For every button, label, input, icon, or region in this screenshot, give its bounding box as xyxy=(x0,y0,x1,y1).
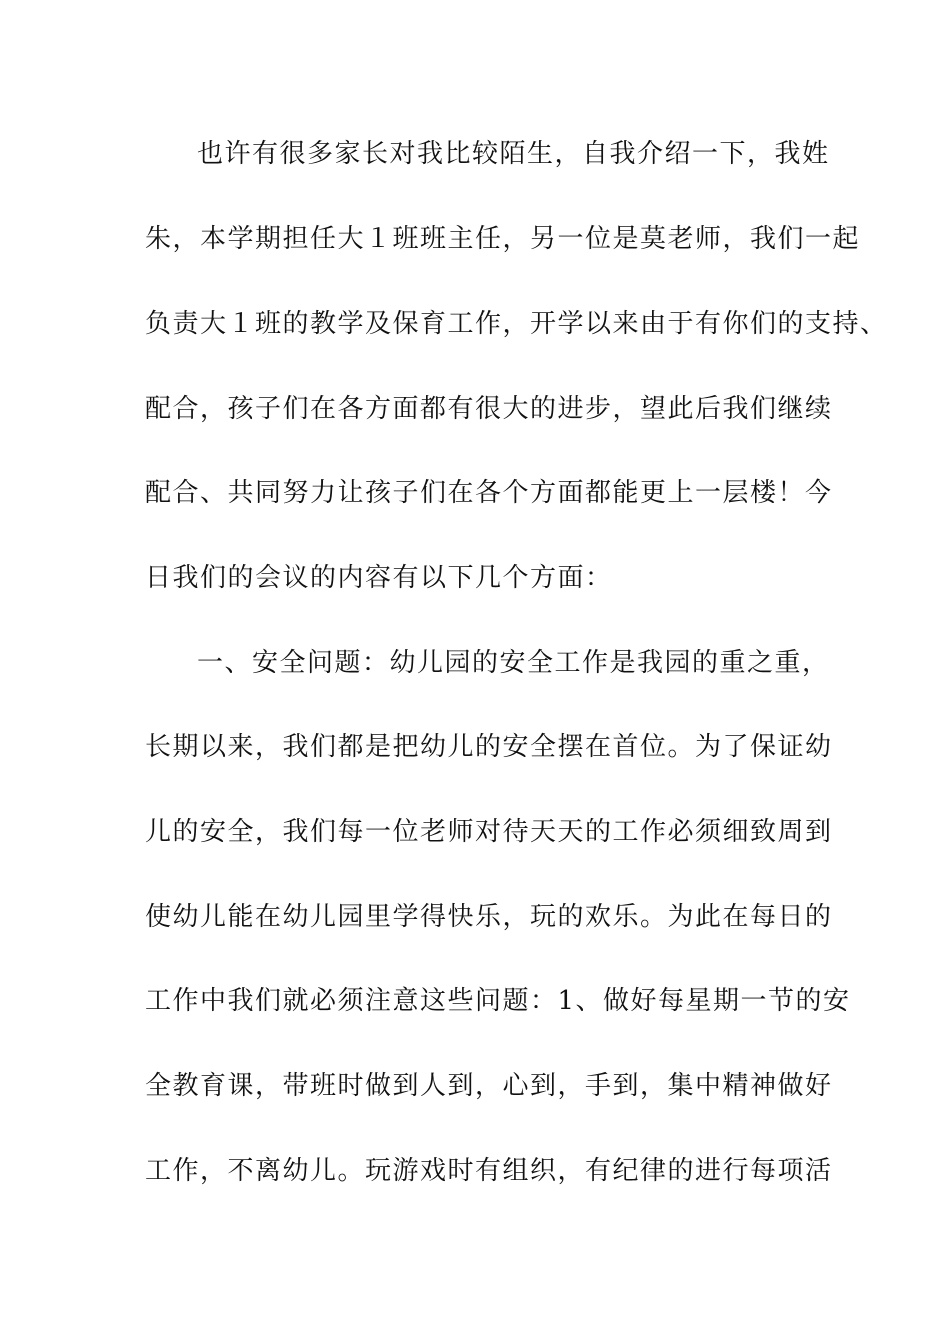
paragraph-line-13: 工作，不离幼儿。玩游戏时有组织，有纪律的进行每项活 xyxy=(145,1156,833,1186)
paragraph-line-2: 朱，本学期担任大１班班主任，另一位是莫老师，我们一起 xyxy=(145,224,861,254)
paragraph-line-4: 配合，孩子们在各方面都有很大的进步，望此后我们继续 xyxy=(145,394,833,424)
paragraph-line-5: 配合、共同努力让孩子们在各个方面都能更上一层楼！今 xyxy=(145,478,833,508)
paragraph-line-3: 负责大１班的教学及保育工作，开学以来由于有你们的支持、 xyxy=(145,309,888,339)
paragraph-line-10: 使幼儿能在幼儿园里学得快乐，玩的欢乐。为此在每日的 xyxy=(145,902,833,932)
paragraph-line-9: 儿的安全，我们每一位老师对待天天的工作必须细致周到 xyxy=(145,817,833,847)
section-heading-line: 一、安全问题：幼儿园的安全工作是我园的重之重， xyxy=(197,648,830,678)
paragraph-line-8: 长期以来，我们都是把幼儿的安全摆在首位。为了保证幼 xyxy=(145,732,833,762)
paragraph-line-11: 工作中我们就必须注意这些问题：1、做好每星期一节的安 xyxy=(145,986,851,1016)
paragraph-line-1: 也许有很多家长对我比较陌生，自我介绍一下，我姓 xyxy=(197,139,830,169)
paragraph-line-12: 全教育课，带班时做到人到，心到，手到，集中精神做好 xyxy=(145,1071,833,1101)
paragraph-line-6: 日我们的会议的内容有以下几个方面： xyxy=(145,563,613,593)
